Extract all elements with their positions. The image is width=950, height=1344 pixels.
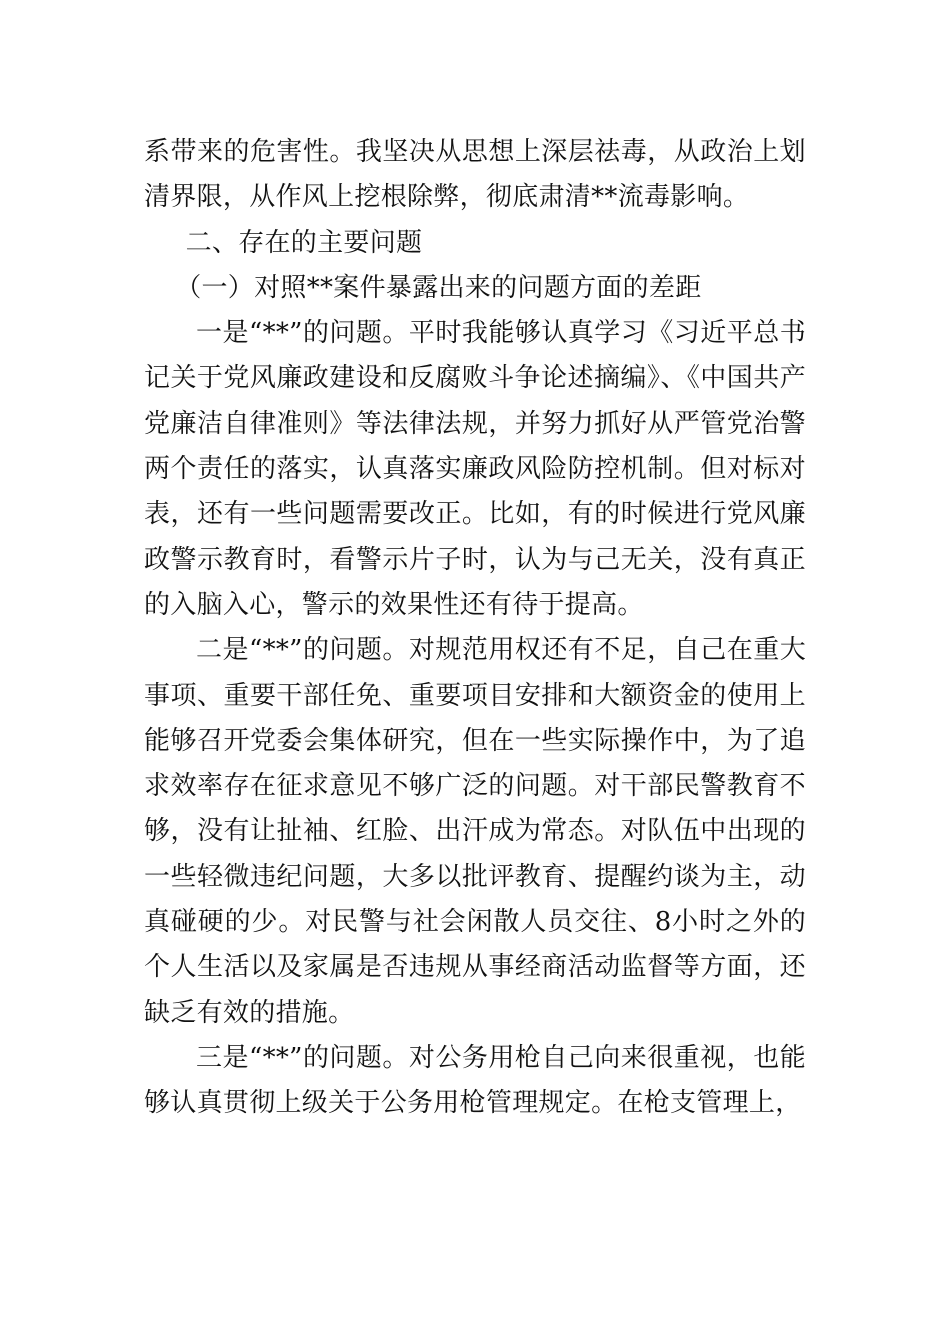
section-heading: 二、存在的主要问题 bbox=[185, 227, 423, 258]
paragraph-point-two: 二是“**”的问题。对规范用权还有不足，自己在重大事项、重要干部任免、重要项目安排和大额资金的使用上能够召开党委会集体研究，但在一些实际操作中，为了追求效率存在征求意见不够广泛的问题。对干部民警教育不够，没有让扯袖、红脸、出汗成为常态。对队伍中出现的一些轻微违纪问题，大多以批评教育、提醒约谈为主，动真碰硬的少。对民警与社会闲散人员交往、8小时之外的个人生活以及家属是否违规从事经商活动监督等方面，还缺乏有效的措施。 bbox=[144, 635, 806, 1028]
paragraph-continuation: 系带来的危害性。我坚决从思想上深层祛毒，从政治上划清界限，从作风上挖根除弊，彻底肃清**流毒影响。 bbox=[144, 137, 806, 213]
document-body bbox=[144, 130, 806, 1127]
paragraph-point-three: 三是“**”的问题。对公务用枪自己向来很重视，也能够认真贯彻上级关于公务用枪管理规定。在枪支管理上， bbox=[144, 1042, 806, 1119]
subsection-heading: （一）对照**案件暴露出来的问题方面的差距 bbox=[175, 272, 702, 303]
paragraph-point-one: 一是“**”的问题。平时我能够认真学习《习近平总书记关于党风廉政建设和反腐败斗争论述摘编》、《中国共产党廉洁自律准则》等法律法规，并努力抓好从严管党治警两个责任的落实，认真落实廉政风险防控机制。但对标对表，还有一些问题需要改正。比如，有的时候进行党风廉政警示教育时，看警示片子时，认为与己无关，没有真正的入脑入心，警示的效果性还有待于提高。 bbox=[144, 318, 806, 620]
